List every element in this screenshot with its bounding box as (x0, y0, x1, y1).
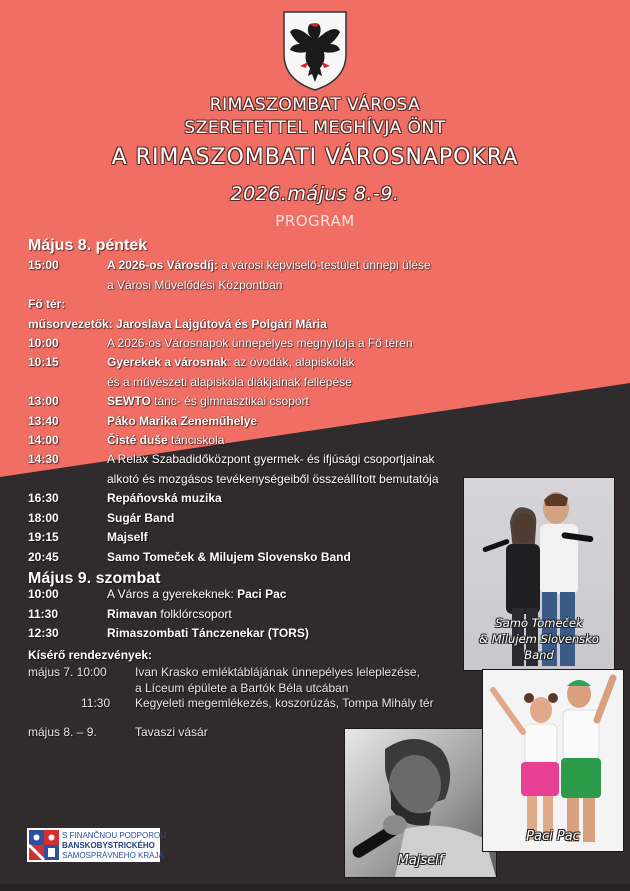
schedule-desc (107, 550, 351, 564)
bottom-band (0, 884, 630, 891)
schedule-desc-rest: alkotó és mozgásos tevékenységeiből összeállított bemutatója (107, 472, 439, 486)
schedule-desc-rest: tánc- és gimnasztikai csoport (150, 394, 309, 408)
schedule-time: 16:30 (28, 491, 59, 505)
side-event-desc: Kegyeleti megemlékezés, koszorúzás, Tompa Mihály tér (135, 696, 434, 710)
schedule-desc (107, 530, 148, 544)
side-event-desc: Ivan Krasko emléktáblájának ünnepélyes leleplezése, (135, 665, 420, 679)
schedule-desc-bold: Rimavan (107, 607, 158, 621)
schedule-desc-bold: Repáňovská muzika (107, 491, 222, 505)
day2-heading: Május 9. szombat (28, 570, 161, 587)
header-program: PROGRAM (275, 212, 355, 230)
schedule-desc (107, 258, 431, 272)
hosts-label: műsorvezetők: Jaroslava Lajgútová és Polgári Mária (28, 317, 327, 331)
schedule-time: 10:15 (28, 355, 59, 369)
sponsor-badge (27, 828, 167, 862)
samo-caption-line-2: & Milujem Slovensko (479, 632, 599, 646)
schedule-time: 19:15 (28, 530, 59, 544)
schedule-time: 14:00 (28, 433, 59, 447)
photo-samo-tomecek (463, 477, 615, 671)
schedule-desc-rest: és a művészeti alapiskola diákjainak fellépése (107, 375, 352, 389)
schedule-desc (107, 375, 352, 389)
paci-pac-duo-illustration (483, 670, 623, 851)
coat-of-arms-icon (282, 10, 348, 92)
side-events-heading: Kísérő rendezvények: (28, 648, 153, 662)
schedule-desc-rest: folklórcsoport (157, 607, 232, 621)
schedule-time: 13:40 (28, 414, 59, 428)
schedule-desc (107, 472, 439, 486)
sponsor-line-3: SAMOSPRÁVNEHO KRAJA (62, 851, 164, 860)
day1-heading: Május 8. péntek (28, 237, 148, 254)
schedule-desc (107, 394, 309, 408)
schedule-desc (107, 607, 232, 621)
header-line-1: RIMASZOMBAT VÁROSA (209, 95, 421, 115)
schedule-desc-rest: A Relax Szabadidőközpont gyermek- és ifjúsági csoportjainak (107, 452, 435, 466)
photo-paci-pac (482, 669, 624, 852)
schedule-desc (107, 626, 309, 640)
schedule-time: 12:30 (28, 626, 59, 640)
schedule-desc-bold: Paci Pac (237, 587, 287, 601)
schedule-desc (107, 587, 286, 601)
schedule-time: 14:30 (28, 452, 59, 466)
region-coat-of-arms-icon (29, 830, 59, 860)
header-date: 2026.május 8.-9. (230, 183, 400, 205)
schedule-desc-rest: tánciskola (167, 433, 225, 447)
schedule-desc (107, 491, 222, 505)
samo-caption-line-1: Samo Tomeček (495, 616, 583, 630)
schedule-desc-rest: a Városi Művelődési Központban (107, 278, 283, 292)
schedule-desc (107, 433, 224, 447)
schedule-desc-bold: Rimaszombati Tánczenekar (TORS) (107, 626, 309, 640)
schedule-desc-bold: SEWTO (107, 394, 151, 408)
schedule-desc-bold: Samo Tomeček & Milujem Slovensko Band (107, 550, 351, 564)
sponsor-line-2: BANSKOBYSTRICKÉHO (62, 841, 155, 850)
schedule-desc (107, 452, 435, 466)
schedule-desc (107, 336, 413, 350)
schedule-desc (107, 511, 174, 525)
location-label: Fő tér: (28, 297, 66, 311)
samo-caption-line-3: Band (524, 648, 554, 662)
schedule-desc-bold: Gyerekek a városnak (107, 355, 228, 369)
side-event-time: 11:30 (81, 696, 111, 710)
schedule-time: 18:00 (28, 511, 59, 525)
majself-caption: Majself (397, 853, 444, 868)
schedule-time: 11:30 (28, 607, 59, 621)
schedule-time: 10:00 (28, 587, 59, 601)
schedule-time: 13:00 (28, 394, 59, 408)
schedule-desc (107, 278, 282, 292)
schedule-desc-pre: A Város a gyerekeknek: (107, 587, 238, 601)
side-event-desc: a Líceum épülete a Bartók Béla utcában (135, 681, 349, 695)
schedule-desc-bold: Čisté duše (107, 433, 168, 447)
paci-caption: Paci Pac (526, 829, 580, 844)
side-event-date: május 8. – 9. (28, 725, 97, 739)
schedule-desc (107, 355, 355, 369)
schedule-time: 10:00 (28, 336, 59, 350)
schedule-desc (107, 414, 257, 428)
header-title: A RIMASZOMBATI VÁROSNAPOKRA (111, 145, 519, 170)
schedule-desc-rest: A 2026-os Városnapok ünnepélyes megnyitója a Fő téren (107, 336, 413, 350)
schedule-time: 15:00 (28, 258, 59, 272)
photo-majself (344, 728, 497, 878)
side-event-desc: Tavaszi vásár (135, 725, 208, 739)
side-event-date: május 7. 10:00 (28, 665, 107, 679)
schedule-time: 20:45 (28, 550, 59, 564)
header-line-2: SZERETETTEL MEGHÍVJA ÖNT (184, 118, 446, 138)
schedule-desc-bold: A 2026-os Városdíj: (107, 258, 218, 272)
sponsor-text (62, 831, 166, 861)
schedule-desc-rest: : az óvodák, alapiskolák (227, 355, 355, 369)
sponsor-line-1: S FINANČNOU PODPOROU (62, 831, 167, 840)
schedule-desc-bold: Majself (107, 530, 148, 544)
schedule-desc-bold: Páko Marika Zeneműhelye (107, 414, 258, 428)
schedule-desc-rest: a városi képviselő-testület ünnepi ülése (217, 258, 431, 272)
schedule-desc-bold: Sugár Band (107, 511, 175, 525)
